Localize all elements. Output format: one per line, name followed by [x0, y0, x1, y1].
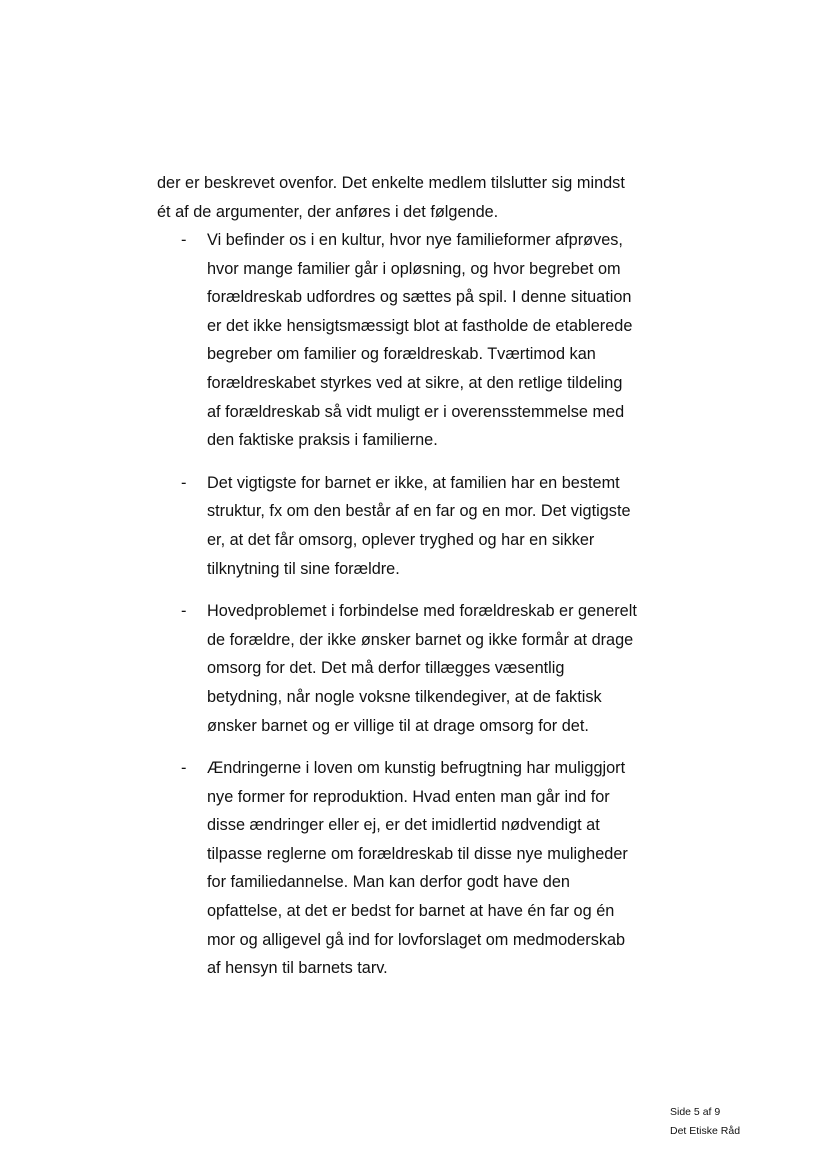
argument-line: nye former for reproduktion. Hvad enten man går ind for	[207, 787, 610, 806]
argument-item-3	[157, 597, 677, 740]
argument-line: er det ikke hensigtsmæssigt blot at fastholde de etablerede	[207, 316, 633, 335]
argument-line: struktur, fx om den består af en far og en mor. Det vigtigste	[207, 502, 631, 521]
argument-line: opfattelse, at det er bedst for barnet at have én far og én	[207, 902, 615, 921]
argument-item-2	[157, 469, 677, 583]
bullet-marker: -	[181, 231, 187, 249]
intro-line: der er beskrevet ovenfor. Det enkelte medlem tilslutter sig mindst	[157, 174, 625, 192]
argument-line: disse ændringer eller ej, er det imidlertid nødvendigt at	[207, 816, 600, 835]
argument-line: tilknytning til sine forældre.	[207, 559, 400, 578]
argument-line: af forældreskab så vidt muligt er i overensstemmelse med	[207, 402, 625, 421]
argument-item-4	[157, 754, 677, 983]
argument-line: Hovedproblemet i forbindelse med forældreskab er generelt	[207, 602, 637, 621]
bullet-marker: -	[181, 602, 187, 621]
argument-line: betydning, når nogle voksne tilkendegiver, at de faktisk	[207, 687, 602, 706]
organization-name: Det Etiske Råd	[670, 1125, 741, 1137]
argument-line: de forældre, der ikke ønsker barnet og ikke formår at drage	[207, 630, 634, 649]
argument-list	[157, 226, 677, 983]
argument-line: tilpasse reglerne om forældreskab til disse nye muligheder	[207, 844, 628, 863]
argument-item-1	[157, 226, 677, 455]
argument-line: er, at det får omsorg, oplever tryghed og har en sikker	[207, 530, 595, 549]
argument-line: Ændringerne i loven om kunstig befrugtning har muliggjort	[207, 759, 626, 778]
argument-line: af hensyn til barnets tarv.	[207, 959, 388, 978]
page-number: Side 5 af 9	[670, 1106, 721, 1118]
intro-paragraph	[157, 169, 657, 226]
argument-line: den faktiske praksis i familierne.	[207, 431, 438, 450]
argument-line: Vi befinder os i en kultur, hvor nye familieformer afprøves,	[207, 231, 623, 249]
argument-line: Det vigtigste for barnet er ikke, at familien har en bestemt	[207, 473, 620, 492]
bullet-marker: -	[181, 759, 187, 778]
bullet-marker: -	[181, 473, 187, 492]
argument-line: omsorg for det. Det må derfor tillægges væsentlig	[207, 659, 565, 678]
argument-line: forældreskabet styrkes ved at sikre, at den retlige tildeling	[207, 373, 623, 392]
argument-line: for familiedannelse. Man kan derfor godt have den	[207, 873, 570, 892]
argument-line: ønsker barnet og er villige til at drage omsorg for det.	[207, 716, 589, 735]
argument-line: mor og alligevel gå ind for lovforslaget om medmoderskab	[207, 930, 626, 949]
page-footer	[670, 1103, 740, 1141]
argument-line: hvor mange familier går i opløsning, og hvor begrebet om	[207, 259, 621, 278]
argument-line: forældreskab udfordres og sættes på spil. I denne situation	[207, 288, 632, 307]
argument-line: begreber om familier og forældreskab. Tværtimod kan	[207, 345, 596, 364]
intro-line: ét af de argumenter, der anføres i det følgende.	[157, 202, 499, 221]
